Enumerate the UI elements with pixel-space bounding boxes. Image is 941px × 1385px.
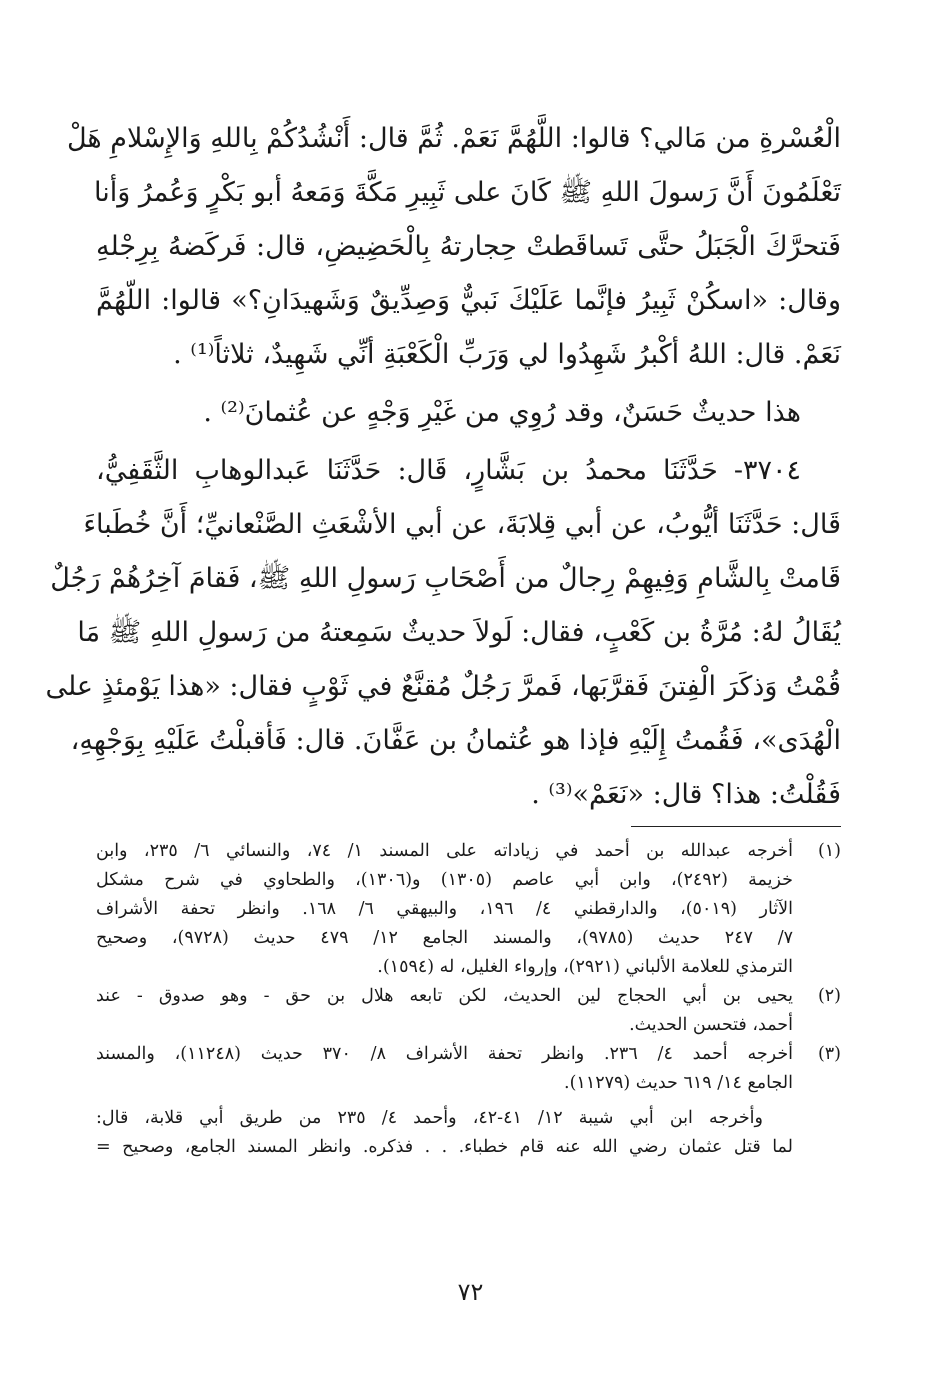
text-line: الْعُسْرةِ من مَالي؟ قالوا: اللَّهُمَّ نَعَمْ. ثُمَّ قال: أَنْشُدُكُمْ بِاللهِ وَالإِسْلامِ هَلْ — [66, 123, 841, 154]
text-line: تَعْلَمُونَ أَنَّ رَسولَ اللهِ ﷺ كَانَ على ثَبِيرِ مَكَّةَ وَمَعهُ أبو بَكْرٍ وَعُمرُ وَأنا — [94, 177, 841, 208]
main-text — [45, 112, 841, 822]
footnote-line: خزيمة (٢٤٩٢)، وابن أبي عاصم (١٣٠٥) و(١٣٠٦)، والطحاوي في شرح مشكل — [96, 870, 794, 890]
text-line: نَعَمْ. قال: اللهُ أكْبرُ شَهِدُوا لي وَرَبِّ الْكَعْبَةِ أنِّي شَهِيدٌ، ثلاثاً⁽¹⁾ . — [173, 339, 841, 370]
text-line: ٣٧٠٤- حَدَّثَنَا محمدُ بن بَشَّارٍ، قَال: حَدَّثَنَا عَبدالوهابِ الثَّقَفِيُّ، — [96, 455, 801, 486]
footnote-line: أخرجه عبدالله بن أحمد في زياداته على المسند ١/ ٧٤، والنسائي ٦/ ٢٣٥، وابن — [96, 841, 793, 861]
footnote-separator — [631, 826, 841, 827]
footnote-line: وأخرجه ابن أبي شيبة ١٢/ ٤١-٤٢، وأحمد ٤/ ٢٣٥ من طريق أبي قلابة، قال: — [96, 1108, 763, 1128]
paragraph-2 — [96, 386, 841, 440]
footnote-line: لما قتل عثمان رضي الله عنه قام خطباء. . . فذكره. وانظر المسند الجامع، وصحيح = — [96, 1137, 793, 1157]
footnote-number: (٣) — [817, 1044, 841, 1064]
footnote-number: (١) — [817, 841, 841, 861]
footnotes — [96, 826, 841, 1162]
footnote-body — [96, 982, 793, 1040]
footnote-line: ٧/ ٢٤٧ حديث (٩٧٨٥)، والمسند الجامع ١٢/ ٤٧٩ حديث (٩٧٢٨)، وصحيح — [96, 928, 794, 948]
footnote-line: الآثار (٥٠١٩)، والدارقطني ٤/ ١٩٦، والبيهقي ٦/ ١٦٨. وانظر تحفة الأشراف — [96, 899, 793, 919]
text-line: قَال: حَدَّثَنَا أيُّوبُ، عن أبي قِلابَةَ، عن أبي الأشْعَثِ الصَّنْعانيِّ؛ أَنَّ خُطَباءَ — [83, 509, 841, 540]
footnote-line: يحيى بن أبي الحجاج لين الحديث، لكن تابعه هلال بن حق - وهو صدوق - عند — [96, 986, 793, 1006]
text-line: قُمْتُ وَذكَرَ الْفِتنَ فَقرَّبَها، فَمرَّ رَجُلٌ مُقنَّعٌ في ثَوْبٍ فقال: «هذا يَوْمئذٍ على — [45, 671, 841, 702]
text-line: الْهُدَى»، فَقُمتُ إِلَيْهِ فإذا هو عُثمانُ بن عَفَّانَ. قال: فَأقبلْتُ عَلَيْهِ بِوَجْهِهِ، — [70, 725, 841, 756]
footnote-line: أخرجه أحمد ٤/ ٢٣٦. وانظر تحفة الأشراف ٨/ ٣٧٠ حديث (١١٢٤٨)، والمسند — [96, 1044, 793, 1064]
text-line: هذا حديثٌ حَسَنٌ، وقد رُوِي من غَيْرِ وَجْهٍ عن عُثمانَ⁽²⁾ . — [203, 397, 801, 428]
footnote-line: الترمذي للعلامة الألباني (٢٩٢١)، وإرواء الغليل، له (١٥٩٤). — [377, 957, 793, 977]
footnote-line: الجامع ١٤/ ٦١٩ حديث (١١٢٧٩). — [564, 1073, 793, 1093]
text-line: فَقُلْتُ: هذا؟ قال: «نَعَمْ»⁽³⁾ . — [531, 779, 841, 810]
paragraph-3 — [45, 444, 841, 822]
footnote-2 — [96, 982, 841, 1040]
page-number: ٧٢ — [457, 1278, 484, 1306]
text-line: قَامتْ بِالشَّامِ وَفِيهِمْ رِجالٌ من أَصْحَابِ رَسولِ اللهِ ﷺ، فَقامَ آخِرُهُمْ رَجُلٌ — [50, 563, 841, 594]
footnote-body — [96, 837, 793, 982]
text-line: يُقَالُ لهُ: مُرَّةُ بن كَعْبٍ، فقال: لَولاَ حديثٌ سَمِعتهُ من رَسولِ اللهِ ﷺ مَا — [77, 617, 841, 648]
footnote-1 — [96, 837, 841, 982]
text-line: وقال: «اسكُنْ ثَبِيرُ فإنَّما عَلَيْكَ نَبيٌّ وَصِدِّيقٌ وَشَهيدَانِ؟» قالوا: اللّهُمَّ — [96, 285, 841, 316]
footnote-body — [96, 1040, 793, 1098]
paragraph-1 — [66, 112, 841, 382]
footnote-number: (٢) — [817, 986, 841, 1006]
footnote-line: أحمد، فتحسن الحديث. — [629, 1015, 793, 1035]
footnote-continuation — [96, 1104, 841, 1162]
text-line: فَتحرَّكَ الْجَبَلُ حتَّى تَساقَطتْ حِجارتهُ بِالْحَضِيضِ، قال: فَركَضهُ بِرِجْلهِ — [96, 231, 841, 262]
footnote-3 — [96, 1040, 841, 1098]
